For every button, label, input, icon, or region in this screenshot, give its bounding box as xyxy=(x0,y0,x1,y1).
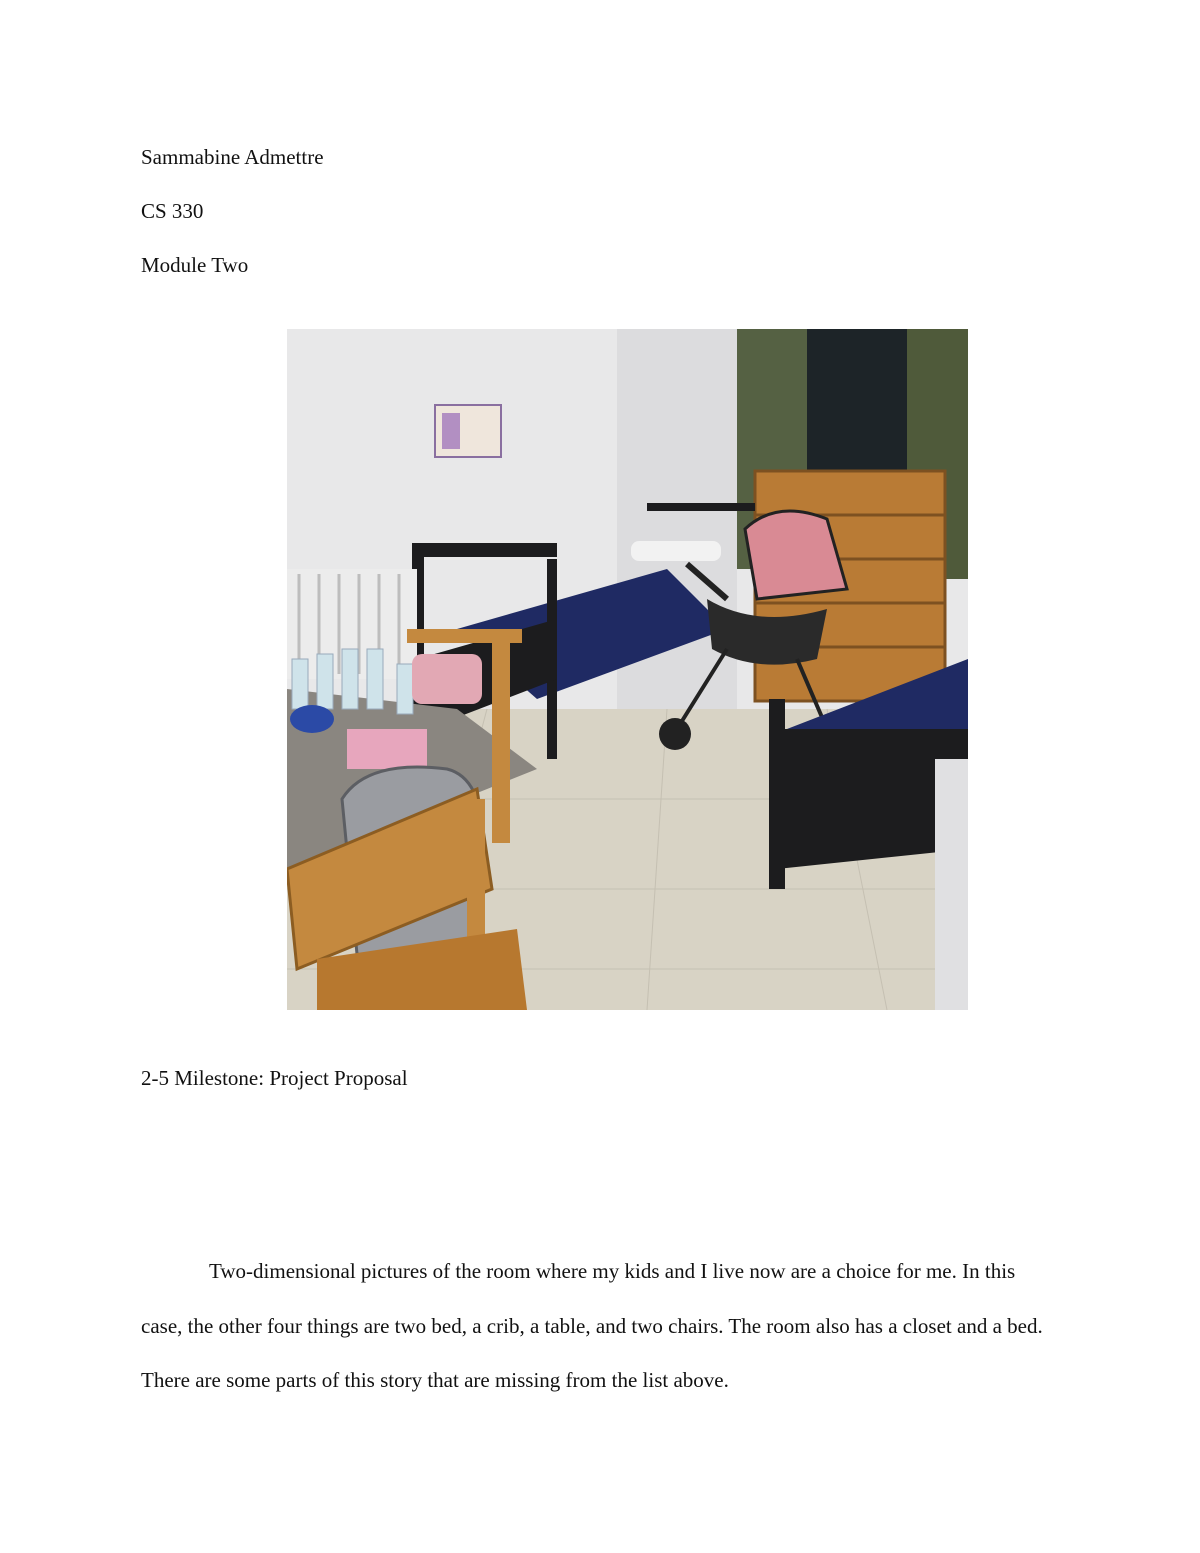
body-paragraph-container xyxy=(141,1244,1061,1408)
back-chair xyxy=(407,629,522,643)
course-code: CS 330 xyxy=(141,199,204,223)
milestone-heading: 2-5 Milestone: Project Proposal xyxy=(141,1066,408,1090)
pink-clothes xyxy=(347,729,427,769)
wall-corner-shade xyxy=(617,329,737,749)
author-name: Sammabine Admettre xyxy=(141,145,324,169)
module-title: Module Two xyxy=(141,253,249,277)
room-photo xyxy=(287,329,968,1010)
stroller-wheel xyxy=(659,718,691,750)
pillow xyxy=(631,541,721,561)
closet-edge xyxy=(935,759,968,1010)
jar xyxy=(290,705,334,733)
body-paragraph: Two-dimensional pictures of the room where my kids and I live now are a choice for me. In this case, the other four things are two bed, a crib, a table, and two chairs. The room also has a closet and a bed. There are some parts of this story that are missing from the list above. xyxy=(141,1259,1043,1392)
pink-bag xyxy=(412,654,482,704)
